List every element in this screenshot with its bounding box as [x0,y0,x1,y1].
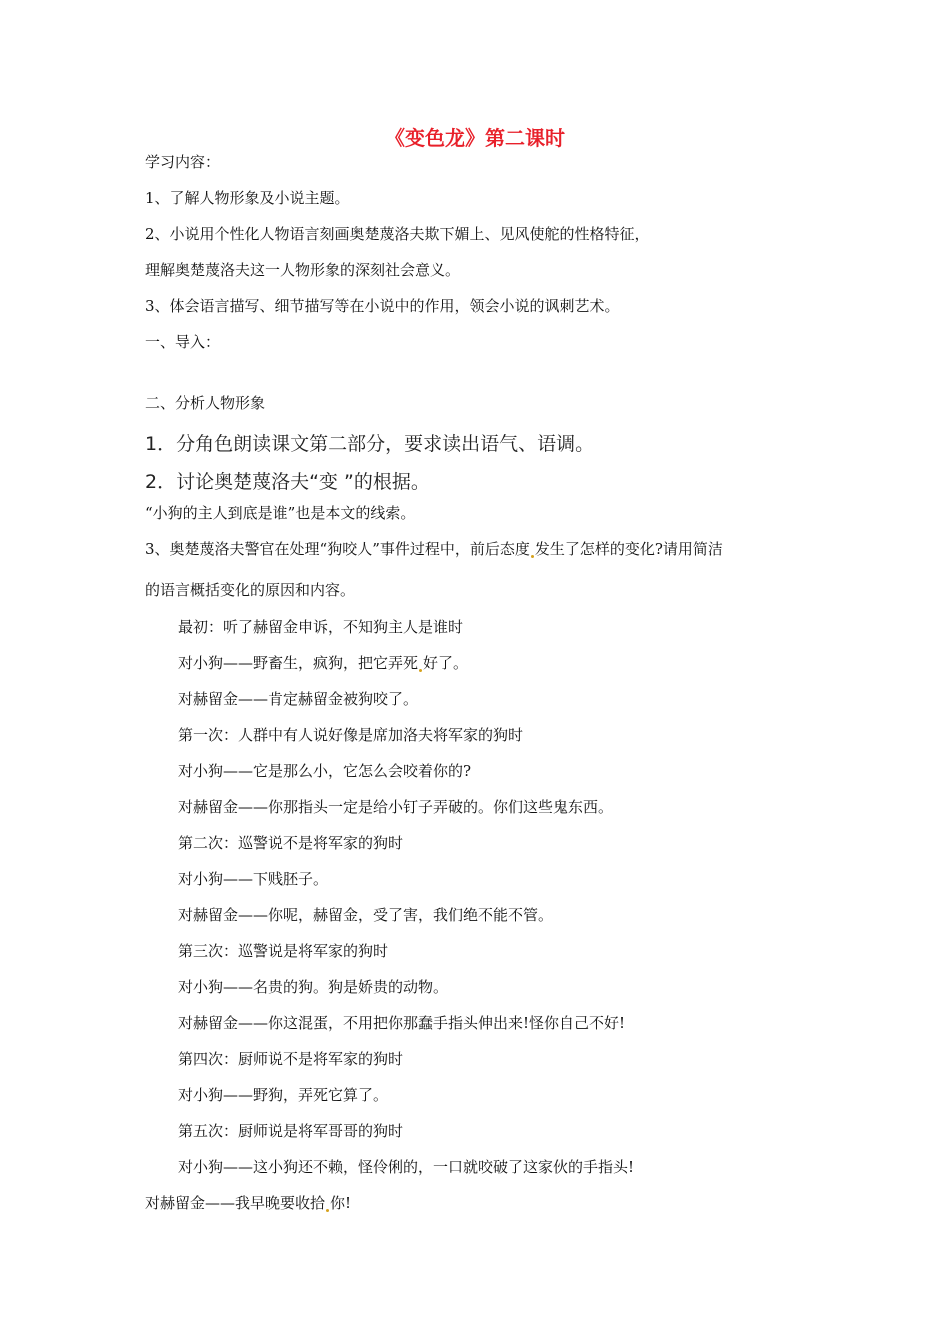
question-3 [145,539,723,559]
stage-second-dog: 对小狗——下贱胚子。 [178,870,329,888]
stage-first: 第一次：人群中有人说好像是席加洛夫将军家的狗时 [178,726,524,744]
section-heading-analysis: 二、分析人物形象 [145,394,266,412]
stage-initial-dog-part-2: 好了。 [423,654,469,672]
learning-goal-1: 1、了解人物形象及小说主题。 [145,189,350,207]
stage-first-victim: 对赫留金——你那指头一定是给小钉子弄破的。你们这些鬼东西。 [178,798,614,816]
section-heading-intro: 一、导入： [145,333,221,351]
stage-fifth-victim [145,1193,351,1213]
page-title: 《变色龙》第二课时 [385,126,565,150]
stage-fifth-dog: 对小狗——这小狗还不赖，怪伶俐的，一口就咬破了这家伙的手指头! [178,1158,635,1176]
stage-initial-victim: 对赫留金——肯定赫留金被狗咬了。 [178,690,419,708]
stage-third-victim: 对赫留金——你这混蛋，不用把你那蠢手指头伸出来!怪你自己不好! [178,1014,626,1032]
stage-fifth: 第五次：厨师说是将军哥哥的狗时 [178,1122,404,1140]
mark-dot [419,669,422,672]
learning-goal-2-cont: 理解奥楚蔑洛夫这一人物形象的深刻社会意义。 [145,261,461,279]
question-3-part-1: 3、奥楚蔑洛夫警官在处理“狗咬人”事件过程中，前后态度 [145,540,530,558]
stage-third: 第三次：巡警说是将军家的狗时 [178,942,389,960]
question-3-part-2: 发生了怎样的变化?请用简洁 [534,540,723,558]
learning-goal-3: 3、体会语言描写、细节描写等在小说中的作用，领会小说的讽刺艺术。 [145,297,620,315]
learning-goal-2: 2、小说用个性化人物语言刻画奥楚蔑洛夫欺下媚上、见风使舵的性格特征， [145,225,650,243]
stage-third-dog: 对小狗——名贵的狗。狗是娇贵的动物。 [178,978,449,996]
stage-fourth-dog: 对小狗——野狗，弄死它算了。 [178,1086,389,1104]
section-label-learning-content: 学习内容： [145,153,221,171]
clue-note: “小狗的主人到底是谁”也是本文的线索。 [145,504,416,522]
mark-dot [326,1209,329,1212]
stage-fourth: 第四次：厨师说不是将军家的狗时 [178,1050,404,1068]
stage-fifth-victim-part-2: 你! [330,1194,352,1212]
question-3-cont: 的语言概括变化的原因和内容。 [145,581,356,599]
task-2-discussion: 2．讨论奥楚蔑洛夫“变 ”的根据。 [145,471,430,493]
stage-fifth-victim-part-1: 对赫留金——我早晚要收拾 [145,1194,326,1212]
mark-dot [531,555,534,558]
stage-initial-dog-part-1: 对小狗——野畜生，疯狗，把它弄死 [178,654,419,672]
stage-second: 第二次：巡警说不是将军家的狗时 [178,834,404,852]
stage-initial-dog [178,653,468,673]
task-1-reading: 1．分角色朗读课文第二部分，要求读出语气、语调。 [145,433,595,455]
stage-initial: 最初：听了赫留金申诉，不知狗主人是谁时 [178,618,464,636]
stage-first-dog: 对小狗——它是那么小，它怎么会咬着你的? [178,762,472,780]
stage-second-victim: 对赫留金——你呢，赫留金，受了害，我们绝不能不管。 [178,906,554,924]
